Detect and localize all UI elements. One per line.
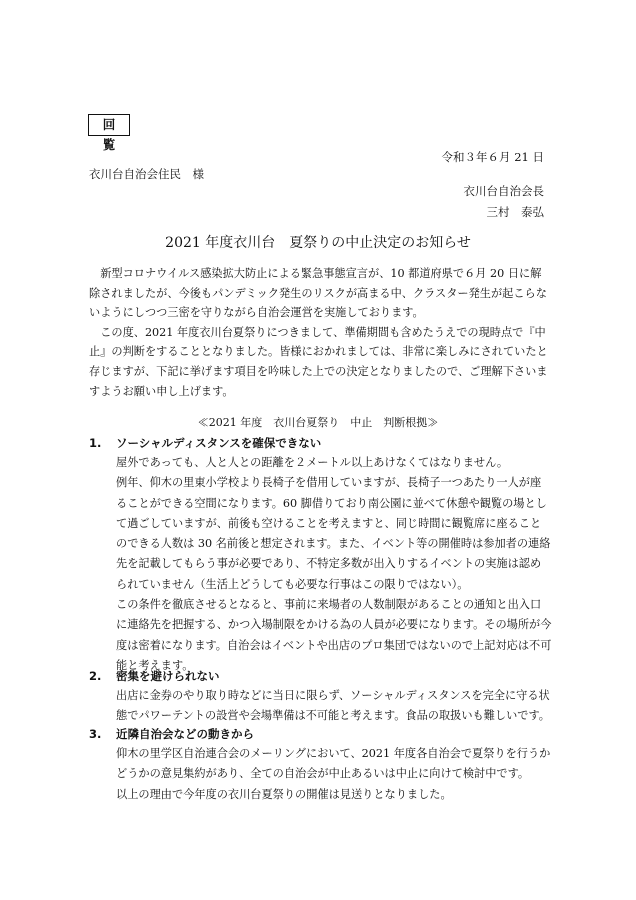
section-body xyxy=(116,453,552,676)
document-date: 令和３年６月 21 日 xyxy=(441,150,544,164)
section-body xyxy=(116,686,552,727)
section-heading xyxy=(89,435,321,451)
section-paragraph: 屋外であっても、人と人との距離を２メートル以上あけなくてはなりません。 xyxy=(116,456,509,469)
section-title: 近隣自治会などの動きから xyxy=(116,727,254,741)
intro-paragraph: 新型コロナウイルス感染拡大防止による緊急事態宣言が、10 都道府県で６月 20 日に解除されましたが、今後もパンデミック発生のリスクが高まる中、クラスター発生が起こらないようにしつつ三密を守りながら自治会運営を実施しております。 xyxy=(89,267,547,320)
addressee: 衣川台自治会住民 様 xyxy=(89,167,204,181)
document-title: 2021 年度衣川台 夏祭りの中止決定のお知らせ xyxy=(165,235,471,251)
intro-text xyxy=(89,264,549,401)
section-title: ソーシャルディスタンスを確保できない xyxy=(116,436,322,450)
sender-organization: 衣川台自治会長 xyxy=(463,184,544,198)
section-number: 1. xyxy=(89,436,102,450)
section-heading xyxy=(89,668,220,684)
section-paragraph: 仰木の里学区自治連合会のメーリングにおいて、2021 年度各自治会で夏祭りを行うかどうかの意見集約があり、全ての自治会が中止あるいは中止に向けて検討中です。 xyxy=(116,747,551,781)
section-number: 3. xyxy=(89,727,102,741)
section-number: 2. xyxy=(89,669,102,683)
circulation-label: 回 覧 xyxy=(88,114,130,136)
sender-name: 三村 泰弘 xyxy=(486,205,544,219)
section-paragraph: 以上の理由で今年度の衣川台夏祭りの開催は見送りとなりました。 xyxy=(116,787,452,801)
section-paragraph: 例年、仰木の里東小学校より長椅子を借用していますが、長椅子一つあたり一人が座ることができる空間になります。60 脚借りており南公園に並べて休憩や観覧の場として過ごしていますが、前後も空けることを考えますと、同じ時間に観覧席に座ることのできる人数は 30 名前後と想定されます。また、イベント等の開催時は参加者の連絡先を記載してもらう事が必要であり、不特定多数が出入りするイベントの実施は認められていません（生活上どうしても必要な行事はこの限りではない）。 xyxy=(116,476,551,591)
section-paragraph: この条件を徹底させるとなると、事前に来場者の人数制限があることの通知と出入口に連絡先を把握する、かつ入場制限をかける為の人員が必要になります。その場所が今度は密着になります。自治会はイベントや出店のプロ集団ではないので上記対応は不可能と考えます。 xyxy=(116,598,552,672)
section-body xyxy=(116,744,552,805)
criteria-heading: ≪2021 年度 衣川台夏祭り 中止 判断根拠≫ xyxy=(197,416,439,429)
section-title: 密集を避けられない xyxy=(116,669,220,683)
section-paragraph: 出店に金券のやり取り時などに当日に限らず、ソーシャルディスタンスを完全に守る状態でパワーテントの設営や会場準備は不可能と考えます。食品の取扱いも難しいです。 xyxy=(116,689,550,723)
section-heading xyxy=(89,726,254,742)
intro-paragraph: この度、2021 年度衣川台夏祭りにつきまして、準備期間も含めたうえでの現時点で『中止』の判断をすることとなりました。皆様におかれましては、非常に楽しみにされていたと存じますが、下記に挙げます項目を吟味した上での決定となりましたので、ご理解下さいますようお願い申し上げます。 xyxy=(89,325,548,398)
